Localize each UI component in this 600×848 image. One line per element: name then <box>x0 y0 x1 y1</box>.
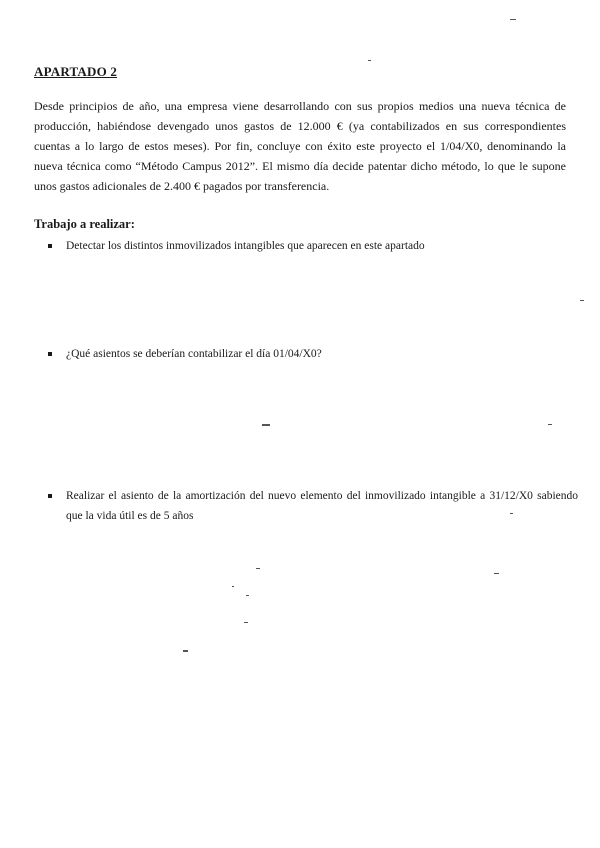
scan-speck <box>246 595 249 596</box>
task-text: Detectar los distintos inmovilizados intangibles que aparecen en este apartado <box>66 240 425 252</box>
task-text: ¿Qué asientos se deberían contabilizar el día 01/04/X0? <box>66 348 322 360</box>
scan-speck <box>256 568 260 569</box>
scan-speck <box>510 513 513 514</box>
task-item <box>48 486 578 526</box>
task-item <box>48 344 548 364</box>
bullet-icon <box>48 352 52 356</box>
scan-speck <box>232 586 234 587</box>
scan-speck <box>368 60 371 61</box>
scan-speck <box>510 19 516 20</box>
scan-speck <box>580 300 584 301</box>
task-item <box>48 236 548 256</box>
scan-speck <box>548 424 552 425</box>
problem-statement: Desde principios de año, una empresa viene desarrollando con sus propios medios una nueva técnica de producción, habiéndose devengado unos gastos de 12.000 € (ya contabilizados en sus correspondientes cuentas a lo largo de estos meses). Por fin, concluye con éxito este proyecto el 1/04/X0, denominando la nueva técnica como “Método Campus 2012”. El mismo día decide patentar dicho método, lo que le supone unos gastos adicionales de 2.400 € pagados por transferencia. <box>34 99 566 193</box>
section-heading: APARTADO 2 <box>34 64 118 79</box>
scan-speck <box>262 424 270 426</box>
bullet-icon <box>48 244 52 248</box>
scan-speck <box>244 622 248 623</box>
tasks-heading: Trabajo a realizar: <box>34 217 135 231</box>
task-text: Realizar el asiento de la amortización del nuevo elemento del inmovilizado intangible a 31/12/X0 sabiendo que la vida útil es de 5 años <box>66 490 578 522</box>
scan-speck <box>494 573 499 574</box>
scan-speck <box>183 650 188 652</box>
bullet-icon <box>48 494 52 498</box>
